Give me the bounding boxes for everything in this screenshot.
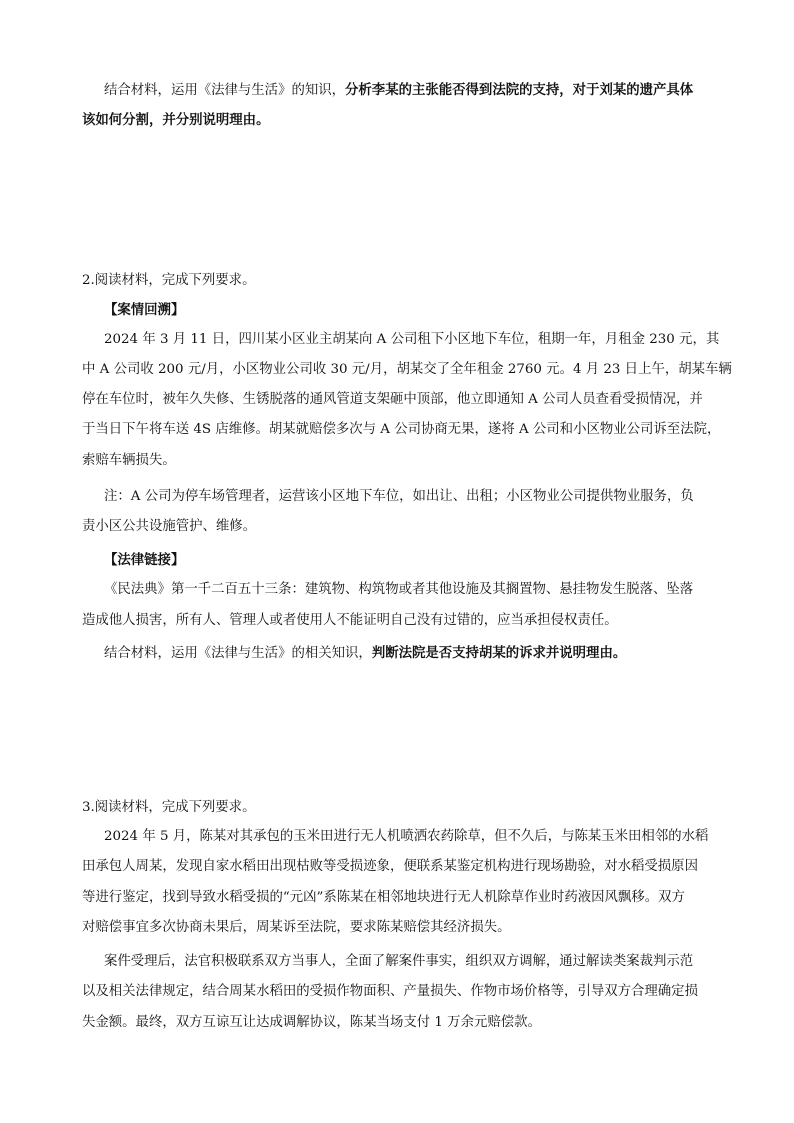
q3-title: 3.阅读材料，完成下列要求。 (82, 800, 256, 815)
q2-section-case: 【案情回溯】 (104, 302, 185, 318)
q2-ask-normal: 结合材料，运用《法律与生活》的相关知识， (104, 646, 372, 661)
q3-para2-line: 案件受理后，法官积极联系双方当事人，全面了解案件事实，组织双方调解，通过解读类案裁判示范 (104, 954, 694, 969)
q3-para2-line: 失金额。最终，双方互谅互让达成调解协议，陈某当场支付 1 万余元赔偿款。 (82, 1015, 541, 1030)
q2-title: 2.阅读材料，完成下列要求。 (82, 273, 256, 288)
q3-para1-line: 对赔偿事宜多次协商未果后，周某诉至法院，要求陈某赔偿其经济损失。 (82, 920, 511, 935)
q3-para1-line: 田承包人周某，发现自家水稻田出现枯败等受损迹象，便联系某鉴定机构进行现场勘验，对水稻受损原因 (82, 859, 698, 874)
q1-ask-normal: 结合材料，运用《法律与生活》的知识， (104, 83, 346, 98)
q2-note-line: 责小区公共设施管护、维修。 (82, 519, 257, 534)
q2-case-line: 索赔车辆损失。 (82, 453, 176, 468)
q3-para1-line: 2024 年 5 月，陈某对其承包的玉米田进行无人机喷洒农药除草，但不久后，与陈某玉米田相邻的水稻 (104, 829, 709, 844)
q3-para2-line: 以及相关法律规定，结合周某水稻田的受损作物面积、产量损失、作物市场价格等，引导双方合理确定损 (82, 984, 698, 999)
q1-ask-line-1 (104, 80, 724, 101)
q2-case-line: 2024 年 3 月 11 日，四川某小区业主胡某向 A 公司租下小区地下车位，租期一年，月租金 230 元，其 (104, 332, 720, 347)
q2-ask-line (104, 643, 724, 664)
q2-ask-bold: 判断法院是否支持胡某的诉求并说明理由。 (371, 645, 627, 661)
q2-note-line: 注：A 公司为停车场管理者，运营该小区地下车位，如出让、出租；小区物业公司提供物业服务，负 (104, 489, 694, 504)
q2-case-line: 于当日下午将车送 4S 店维修。胡某就赔偿多次与 A 公司协商无果，遂将 A 公司和小区物业公司诉至法院， (82, 422, 721, 437)
q1-ask-bold-2: 该如何分割，并分别说明理由。 (82, 112, 270, 128)
q2-law-line: 造成他人损害，所有人、管理人或者使用人不能证明自己没有过错的，应当承担侵权责任。 (82, 613, 618, 628)
q3-para1-line: 等进行鉴定，找到导致水稻受损的“元凶”系陈某在相邻地块进行无人机除草作业时药液因风飘移。双方 (82, 890, 685, 905)
q2-law-line: 《民法典》第一千二百五十三条：建筑物、构筑物或者其他设施及其搁置物、悬挂物发生脱落、坠落 (104, 582, 694, 597)
q2-case-line: 停在车位时，被年久失修、生锈脱落的通风管道支架砸中顶部，他立即通知 A 公司人员查看受损情况，并 (82, 392, 703, 407)
q1-ask-line-2 (82, 110, 702, 131)
q2-section-law: 【法律链接】 (104, 552, 185, 568)
q2-case-line: 中 A 公司收 200 元/月，小区物业公司收 30 元/月，胡某交了全年租金 2760 元。4 月 23 日上午，胡某车辆 (82, 362, 732, 377)
q1-ask-bold: 分析李某的主张能否得到法院的支持，对于刘某的遗产具体 (345, 82, 694, 98)
